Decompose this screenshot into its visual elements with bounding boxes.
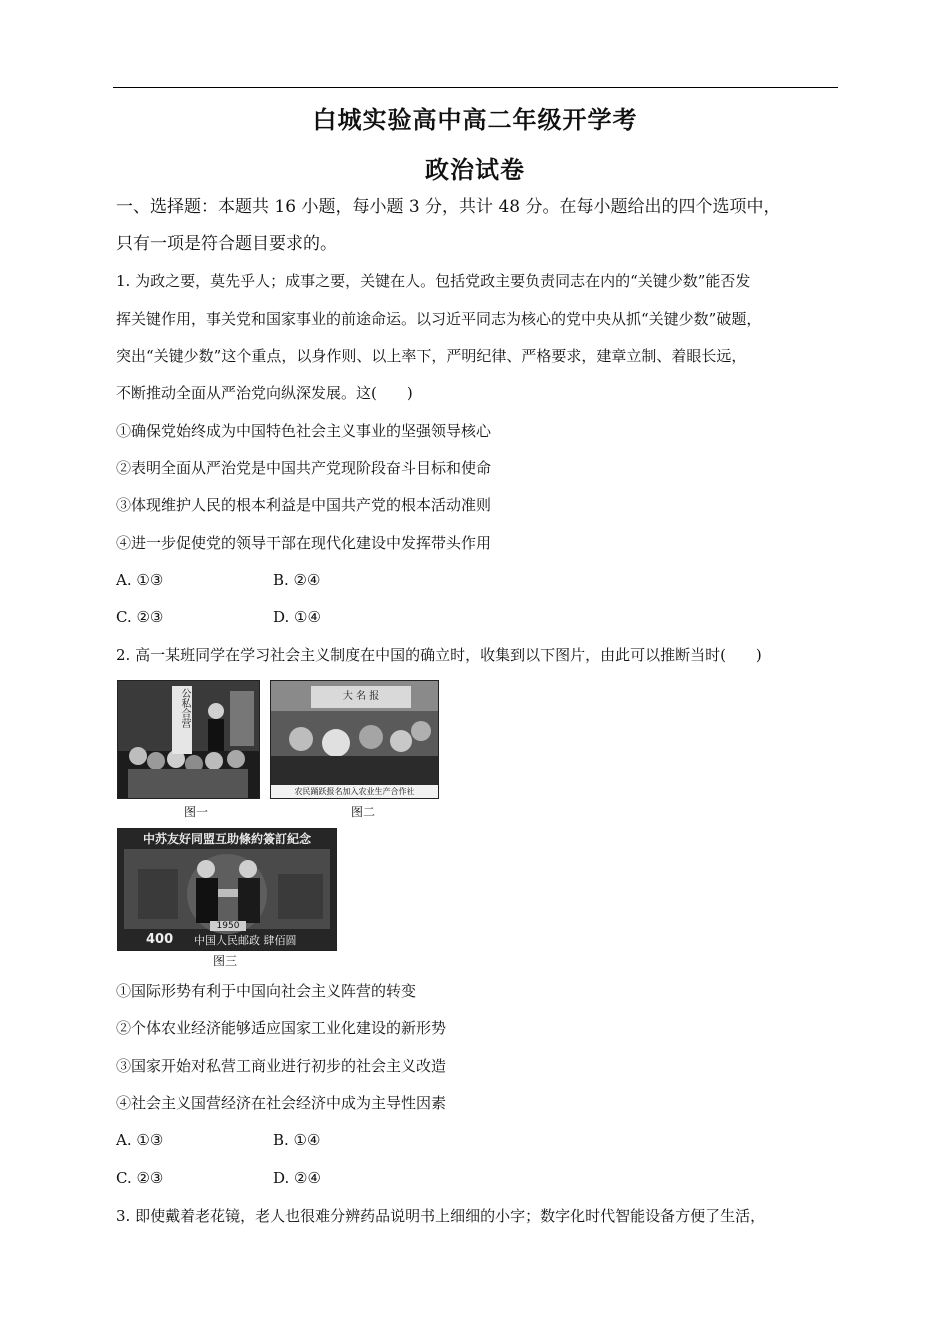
figure-2-inner-caption: 农民踊跃报名加入农业生产合作社 bbox=[294, 787, 415, 796]
q1-statement: ②表明全面从严治党是中国共产党现阶段奋斗目标和使命 bbox=[116, 459, 492, 477]
q1-option-c[interactable]: C. ②③ bbox=[116, 608, 164, 626]
q1-statement: ③体现维护人民的根本利益是中国共产党的根本活动准则 bbox=[116, 496, 492, 514]
exam-title: 白城实验高中高二年级开学考 bbox=[312, 105, 638, 134]
section-instructions-line2: 只有一项是符合题目要求的。 bbox=[116, 234, 337, 254]
q2-option-d[interactable]: D. ②④ bbox=[273, 1169, 321, 1187]
figure-1-caption: 图一 bbox=[184, 805, 209, 819]
figure-3-stamp-footer: 中国人民邮政 肆佰圆 bbox=[194, 934, 297, 947]
q1-statement: ①确保党始终成为中国特色社会主义事业的坚强领导核心 bbox=[116, 422, 492, 440]
q1-option-b[interactable]: B. ②④ bbox=[273, 571, 321, 589]
figure-1-image bbox=[117, 680, 260, 799]
q1-option-a[interactable]: A. ①③ bbox=[116, 571, 164, 589]
figure-3-stamp-title: 中苏友好同盟互助條約簽訂紀念 bbox=[142, 832, 311, 846]
q3-stem: 3. 即使戴着老花镜，老人也很难分辨药品说明书上细细的小字；数字化时代智能设备方便了生活， bbox=[116, 1207, 766, 1225]
figure-3-stamp-image bbox=[117, 828, 337, 951]
q1-option-d[interactable]: D. ①④ bbox=[273, 608, 321, 626]
q2-statement: ③国家开始对私营工商业进行初步的社会主义改造 bbox=[116, 1057, 447, 1075]
figure-2-caption: 图二 bbox=[351, 805, 376, 819]
q1-stem-line: 突出“关键少数”这个重点，以身作则、以上率下，严明纪律、严格要求，建章立制、着眼长远， bbox=[116, 347, 747, 365]
q2-option-a[interactable]: A. ①③ bbox=[116, 1131, 164, 1149]
q1-stem-line: 挥关键作用，事关党和国家事业的前途命运。以习近平同志为核心的党中央从抓“关键少数”破题， bbox=[116, 310, 762, 328]
q2-statement: ④社会主义国营经济在社会经济中成为主导性因素 bbox=[116, 1094, 447, 1112]
figure-3-stamp-value: 400 bbox=[146, 932, 174, 947]
q2-option-c[interactable]: C. ②③ bbox=[116, 1169, 164, 1187]
figure-3-stamp-year: 1950 bbox=[210, 921, 246, 931]
q1-statement: ④进一步促使党的领导干部在现代化建设中发挥带头作用 bbox=[116, 534, 492, 552]
q1-stem-line: 1. 为政之要，莫先乎人；成事之要，关键在人。包括党政主要负责同志在内的“关键少数”能否发 bbox=[116, 272, 751, 290]
figure-1-sign-text: 公私合营 bbox=[179, 688, 190, 728]
figure-3-caption: 图三 bbox=[213, 954, 238, 968]
top-rule bbox=[113, 87, 838, 88]
q2-statement: ②个体农业经济能够适应国家工业化建设的新形势 bbox=[116, 1019, 447, 1037]
exam-subject: 政治试卷 bbox=[425, 155, 525, 184]
figure-2-image bbox=[270, 680, 439, 799]
q2-stem: 2. 高一某班同学在学习社会主义制度在中国的确立时，收集到以下图片，由此可以推断当时( ) bbox=[116, 646, 762, 664]
q2-statement: ①国际形势有利于中国向社会主义阵营的转变 bbox=[116, 982, 417, 1000]
section-instructions-line1: 一、选择题：本题共 16 小题，每小题 3 分，共计 48 分。在每小题给出的四个选项中， bbox=[116, 197, 781, 217]
figure-2-banner-text: 大 名 报 bbox=[342, 691, 380, 702]
q2-option-b[interactable]: B. ①④ bbox=[273, 1131, 321, 1149]
q1-stem-line: 不断推动全面从严治党向纵深发展。这( ) bbox=[116, 384, 413, 402]
